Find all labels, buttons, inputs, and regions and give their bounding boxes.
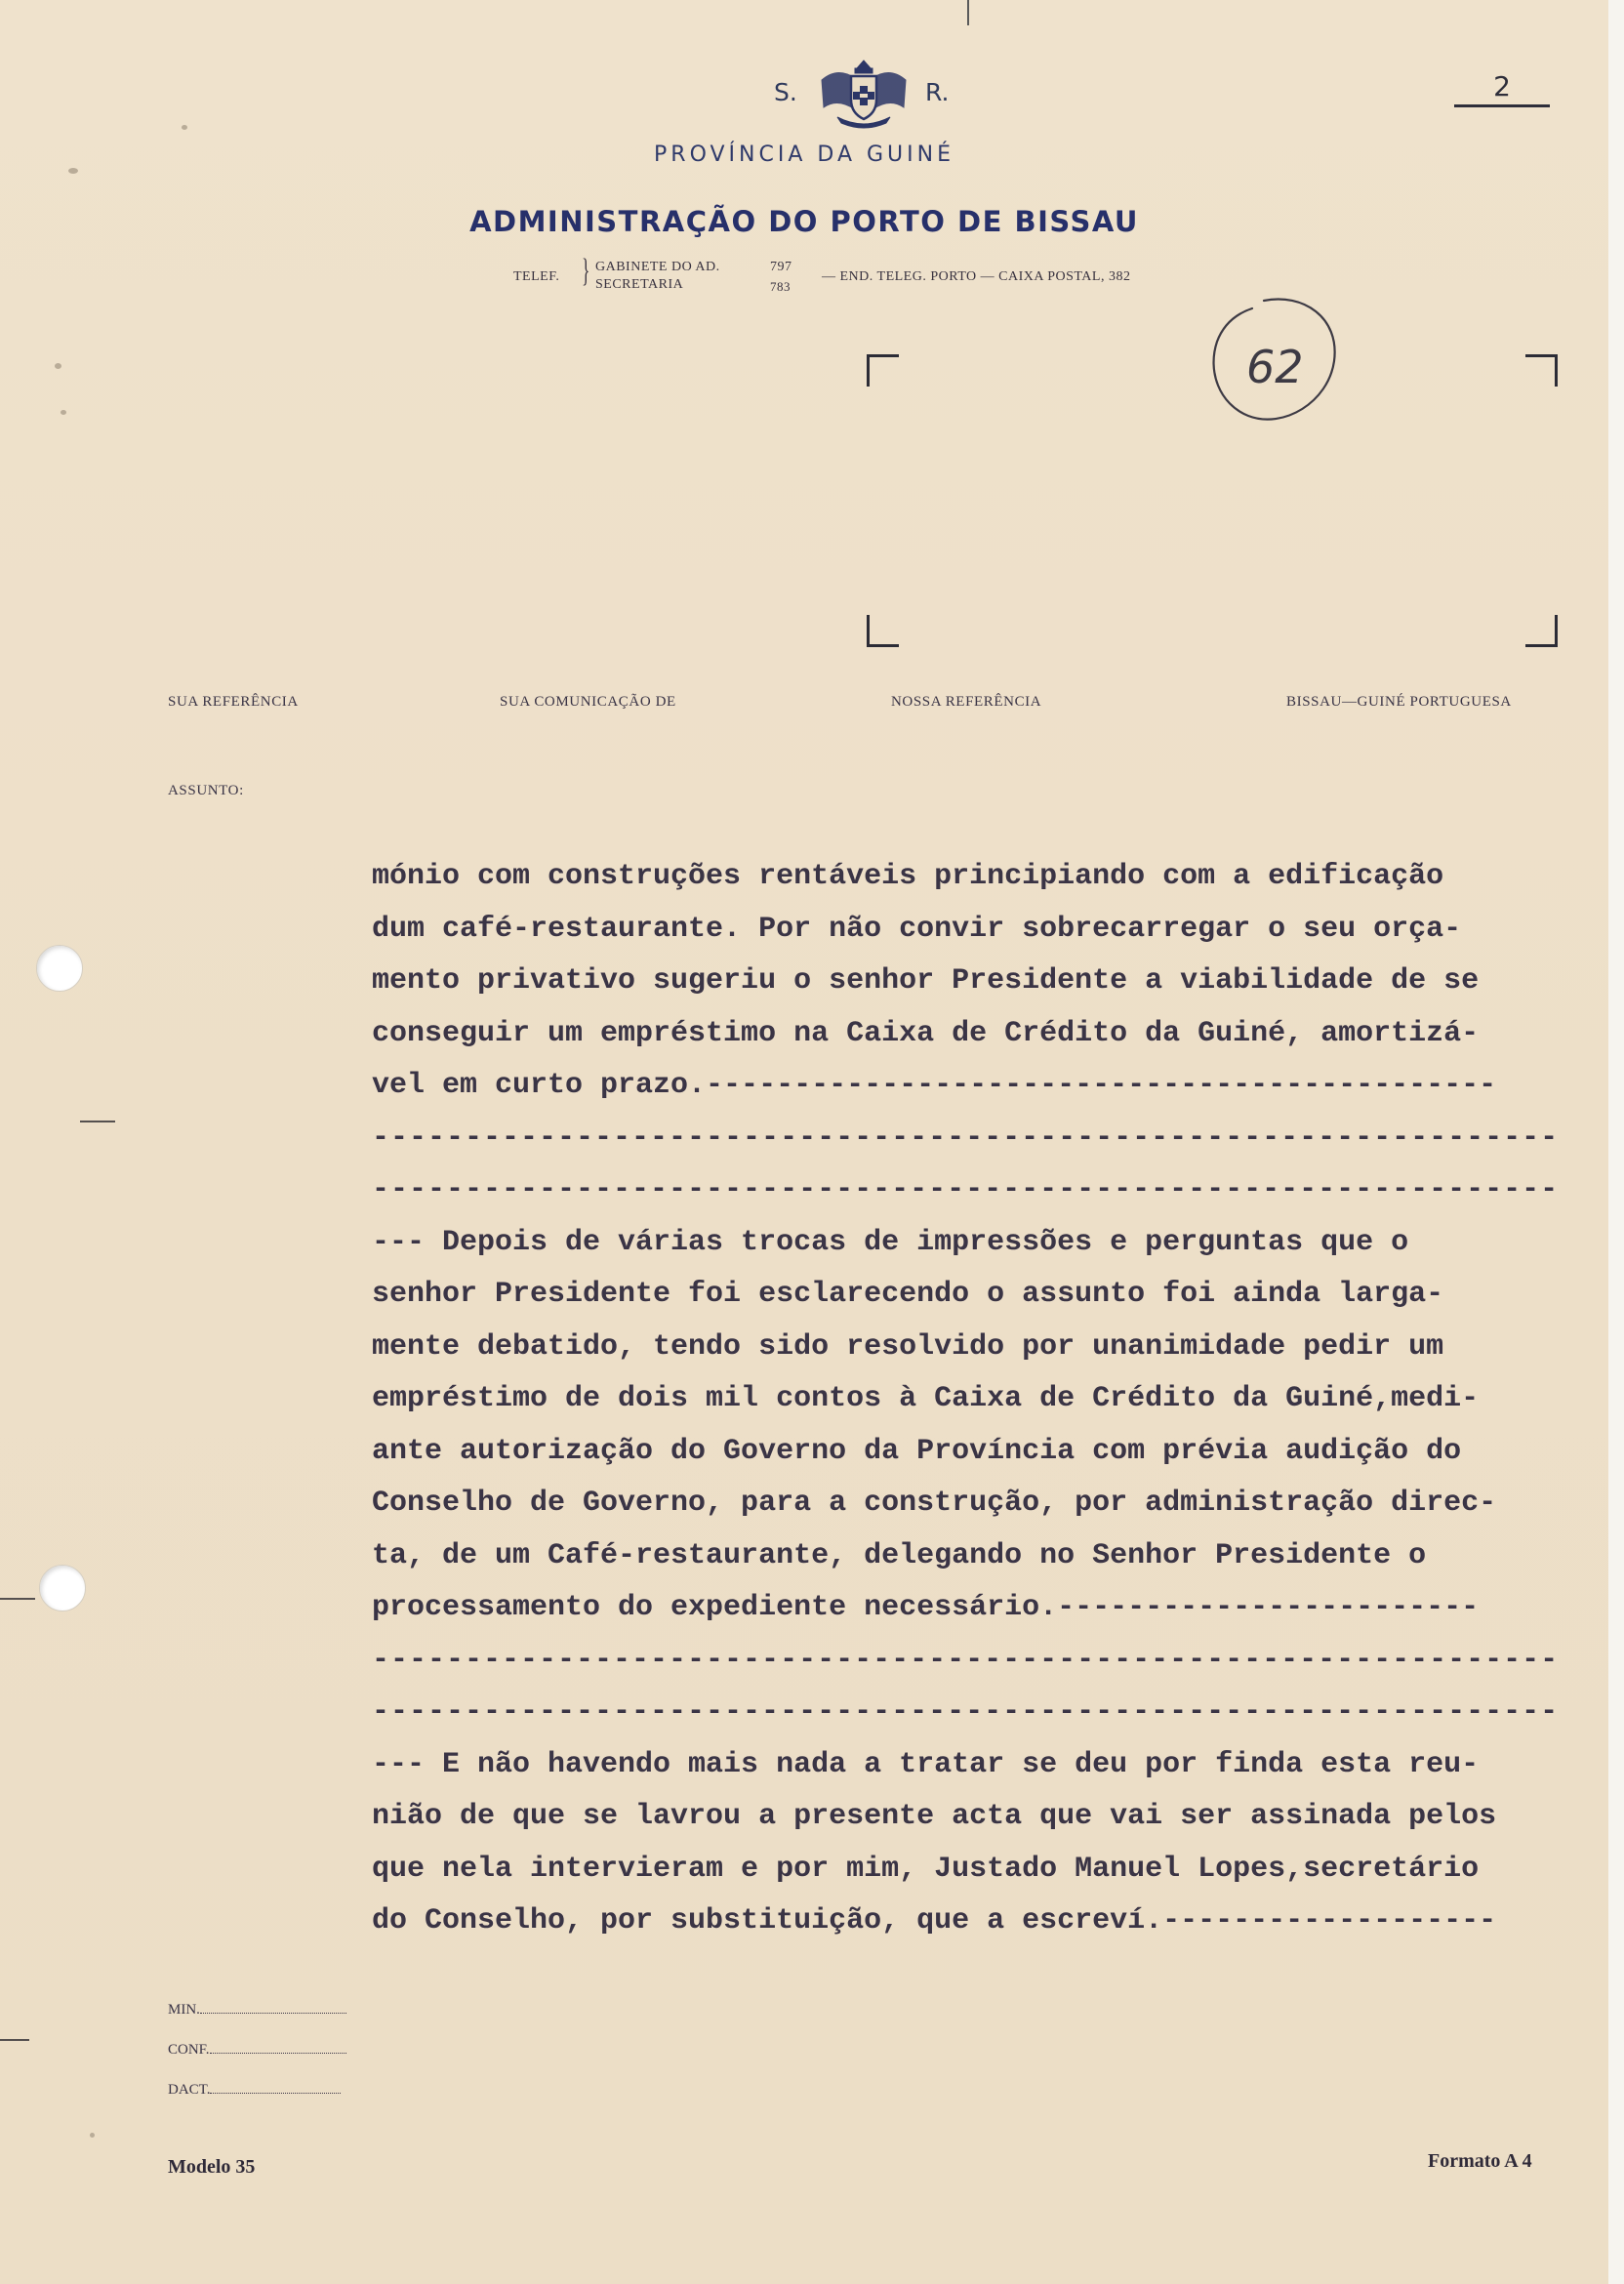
body-line: processamento do expediente necessário.------------------------ (372, 1591, 1480, 1624)
body-line: vel em curto prazo.--------------------------------------------- (372, 1069, 1497, 1102)
body-line: mento privativo sugeriu o senhor Presidente a viabilidade de se (372, 964, 1480, 998)
conf-dotted-line (210, 2053, 346, 2054)
sua-referencia-label: SUA REFERÊNCIA (168, 694, 299, 710)
brace-icon: } (582, 253, 590, 289)
handwritten-annotation (1205, 293, 1342, 434)
nossa-referencia-label: NOSSA REFERÊNCIA (891, 694, 1042, 710)
margin-mark (0, 1598, 35, 1600)
min-label: MIN. (168, 2002, 200, 2018)
sua-comunicacao-label: SUA COMUNICAÇÃO DE (500, 694, 676, 710)
body-line: que nela intervieram e por mim, Justado Manuel Lopes,secretário (372, 1852, 1480, 1886)
bissau-location: BISSAU—GUINÉ PORTUGUESA (1286, 694, 1512, 710)
typewritten-body (372, 851, 1611, 1948)
conf-field (168, 2042, 346, 2059)
provincia-heading: PROVÍNCIA DA GUINÉ (654, 143, 954, 167)
gabinete-number: 797 (770, 260, 792, 274)
dact-field (168, 2082, 341, 2099)
coat-of-arms-icon (818, 59, 910, 131)
body-line: empréstimo de dois mil contos à Caixa de Crédito da Guiné,medi- (372, 1382, 1480, 1415)
top-mark (967, 0, 969, 25)
telef-label: TELEF. (513, 269, 560, 284)
address-line: — END. TELEG. PORTO — CAIXA POSTAL, 382 (822, 269, 1131, 284)
conf-label: CONF. (168, 2042, 210, 2058)
min-dotted-line (200, 2013, 346, 2014)
paper-speck (90, 2133, 95, 2138)
body-line: --- E não havendo mais nada a tratar se deu por finda esta reu- (372, 1747, 1480, 1781)
window-corner-top-left (867, 354, 899, 387)
body-line: nião de que se lavrou a presente acta que vai ser assinada pelos (372, 1800, 1497, 1833)
administracao-heading: ADMINISTRAÇÃO DO PORTO DE BISSAU (469, 205, 1139, 238)
formato-label: Formato A 4 (1428, 2150, 1532, 2172)
page-number: 2 (1454, 70, 1550, 107)
body-line: ---------------------------------------------------------------- (372, 1695, 1560, 1729)
window-corner-bottom-left (867, 615, 899, 647)
body-line: mónio com construções rentáveis principiando com a edificação (372, 860, 1444, 893)
min-field (168, 2002, 346, 2019)
margin-mark (0, 2039, 29, 2041)
body-line: dum café-restaurante. Por não convir sobrecarregar o seu orça- (372, 912, 1462, 946)
sr-right: R. (925, 78, 950, 106)
dact-dotted-line (210, 2093, 341, 2094)
margin-mark (80, 1121, 115, 1122)
body-line: senhor Presidente foi esclarecendo o assunto foi ainda larga- (372, 1278, 1444, 1311)
assunto-label: ASSUNTO: (168, 783, 244, 798)
window-corner-bottom-right (1525, 615, 1558, 647)
body-line: Conselho de Governo, para a construção, por administração direc- (372, 1487, 1497, 1520)
body-line: ---------------------------------------------------------------- (372, 1173, 1560, 1206)
body-line: do Conselho, por substituição, que a escreví.------------------- (372, 1904, 1497, 1937)
annotation-text: 62 (1246, 341, 1304, 393)
body-line: ---------------------------------------------------------------- (372, 1121, 1560, 1155)
modelo-label: Modelo 35 (168, 2156, 256, 2178)
body-line: mente debatido, tendo sido resolvido por unanimidade pedir um (372, 1329, 1444, 1364)
secretaria-number: 783 (770, 279, 791, 294)
paper-speck (182, 125, 187, 130)
body-line: ta, de um Café-restaurante, delegando no Senhor Presidente o (372, 1538, 1427, 1572)
dact-label: DACT. (168, 2082, 211, 2098)
punch-hole (36, 945, 83, 992)
paper-speck (55, 363, 61, 369)
sr-left: S. (774, 78, 797, 106)
secretaria-label: SECRETARIA (595, 277, 684, 292)
body-line: ante autorização do Governo da Província com prévia audição do (372, 1434, 1462, 1468)
body-line: conseguir um empréstimo na Caixa de Crédito da Guiné, amortizá- (372, 1016, 1480, 1050)
paper-speck (68, 168, 78, 174)
window-corner-top-right (1525, 354, 1558, 387)
punch-hole (39, 1565, 86, 1611)
gabinete-label: GABINETE DO AD. (595, 260, 720, 274)
body-line: --- Depois de várias trocas de impressões e perguntas que o (372, 1225, 1409, 1259)
body-line: ---------------------------------------------------------------- (372, 1643, 1560, 1677)
paper-speck (61, 410, 66, 415)
